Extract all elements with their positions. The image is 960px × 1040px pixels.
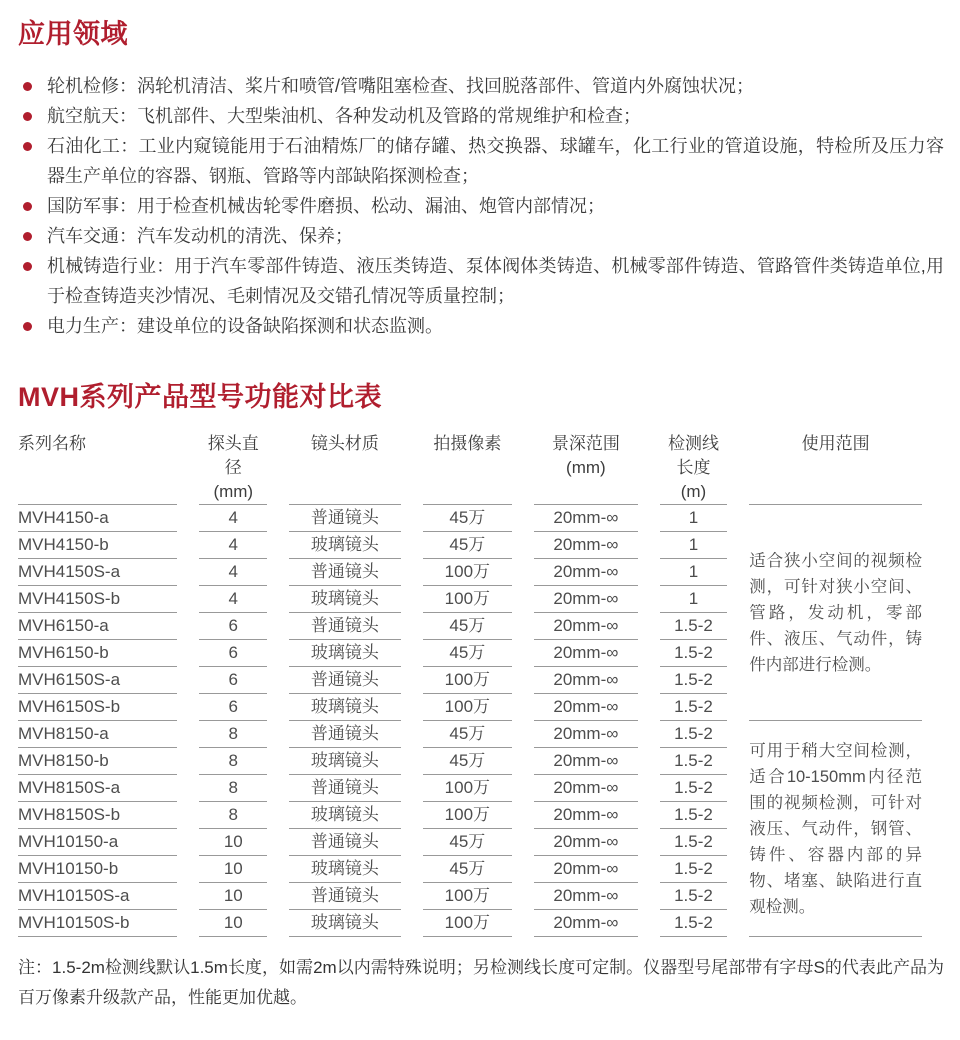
- application-item: [18, 311, 944, 341]
- cell-depth-of-field: 20mm-∞: [534, 505, 638, 532]
- col-header-probe-diameter: 探头直径 (mm): [199, 432, 267, 505]
- application-item: [18, 71, 944, 101]
- cell-lens-material: 玻璃镜头: [289, 694, 401, 721]
- comparison-table-title: MVH系列产品型号功能对比表: [18, 382, 382, 412]
- cell-depth-of-field: 20mm-∞: [534, 748, 638, 775]
- cell-probe-diameter: 4: [199, 586, 267, 613]
- cell-probe-diameter: 6: [199, 613, 267, 640]
- col-header-cable-length: 检测线长度 (m): [660, 432, 728, 505]
- cell-camera-pixels: 45万: [423, 748, 512, 775]
- application-item: [18, 221, 944, 251]
- applications-list: [18, 71, 944, 341]
- cell-probe-diameter: 6: [199, 667, 267, 694]
- cell-probe-diameter: 10: [199, 829, 267, 856]
- application-item: [18, 191, 944, 221]
- cell-series-name: MVH10150-b: [18, 856, 177, 883]
- cell-camera-pixels: 100万: [423, 694, 512, 721]
- cell-depth-of-field: 20mm-∞: [534, 802, 638, 829]
- cell-cable-length: 1.5-2: [660, 883, 728, 910]
- application-item-text: 轮机检修：涡轮机清洁、桨片和喷管/管嘴阻塞检查、找回脱落部件、管道内外腐蚀状况；: [47, 76, 754, 96]
- cell-camera-pixels: 45万: [423, 721, 512, 748]
- cell-camera-pixels: 100万: [423, 910, 512, 937]
- cell-depth-of-field: 20mm-∞: [534, 640, 638, 667]
- application-item: [18, 101, 944, 131]
- cell-usage-range: 可用于稍大空间检测，适合10-150mm内径范围的视频检测，可针对液压、气动件，钢管、铸件、容器内部的异物、堵塞、缺陷进行直观检测。: [749, 721, 922, 937]
- cell-usage-range: 适合狭小空间的视频检测，可针对狭小空间、管路，发动机，零部件、液压、气动件，铸件内部进行检测。: [749, 505, 922, 721]
- cell-depth-of-field: 20mm-∞: [534, 586, 638, 613]
- cell-series-name: MVH6150-a: [18, 613, 177, 640]
- bullet-icon: [23, 232, 32, 241]
- table-row: [18, 721, 922, 748]
- cell-probe-diameter: 10: [199, 910, 267, 937]
- cell-cable-length: 1.5-2: [660, 640, 728, 667]
- cell-depth-of-field: 20mm-∞: [534, 613, 638, 640]
- cell-lens-material: 普通镜头: [289, 829, 401, 856]
- cell-series-name: MVH8150S-a: [18, 775, 177, 802]
- cell-cable-length: 1.5-2: [660, 694, 728, 721]
- bullet-icon: [23, 262, 32, 271]
- cell-lens-material: 玻璃镜头: [289, 586, 401, 613]
- cell-lens-material: 玻璃镜头: [289, 802, 401, 829]
- cell-lens-material: 玻璃镜头: [289, 856, 401, 883]
- application-item-text: 国防军事：用于检查机械齿轮零件磨损、松动、漏油、炮管内部情况；: [47, 196, 605, 216]
- bullet-icon: [23, 142, 32, 151]
- cell-lens-material: 普通镜头: [289, 883, 401, 910]
- cell-cable-length: 1: [660, 532, 728, 559]
- bullet-icon: [23, 112, 32, 121]
- cell-series-name: MVH4150S-a: [18, 559, 177, 586]
- cell-depth-of-field: 20mm-∞: [534, 829, 638, 856]
- cell-cable-length: 1.5-2: [660, 856, 728, 883]
- cell-series-name: MVH4150S-b: [18, 586, 177, 613]
- applications-title: 应用领域: [18, 19, 128, 49]
- cell-series-name: MVH6150S-a: [18, 667, 177, 694]
- cell-probe-diameter: 10: [199, 856, 267, 883]
- application-item-text: 石油化工：工业内窥镜能用于石油精炼厂的储存罐、热交换器、球罐车，化工行业的管道设施，特检所及压力容器生产单位的容器、钢瓶、管路等内部缺陷探测检查；: [47, 136, 944, 186]
- cell-series-name: MVH4150-b: [18, 532, 177, 559]
- cell-lens-material: 普通镜头: [289, 613, 401, 640]
- cell-camera-pixels: 45万: [423, 829, 512, 856]
- cell-series-name: MVH10150S-a: [18, 883, 177, 910]
- table-row: [18, 505, 922, 532]
- product-comparison-table: [0, 432, 944, 937]
- cell-cable-length: 1: [660, 505, 728, 532]
- cell-camera-pixels: 45万: [423, 505, 512, 532]
- col-header-depth-of-field: 景深范围 (mm): [534, 432, 638, 505]
- cell-depth-of-field: 20mm-∞: [534, 883, 638, 910]
- table-header-row: [18, 432, 922, 505]
- cell-lens-material: 玻璃镜头: [289, 532, 401, 559]
- bullet-icon: [23, 202, 32, 211]
- cell-depth-of-field: 20mm-∞: [534, 667, 638, 694]
- bullet-icon: [23, 322, 32, 331]
- cell-cable-length: 1.5-2: [660, 802, 728, 829]
- cell-cable-length: 1.5-2: [660, 748, 728, 775]
- cell-cable-length: 1.5-2: [660, 613, 728, 640]
- cell-series-name: MVH8150-a: [18, 721, 177, 748]
- application-item-text: 航空航天：飞机部件、大型柴油机、各种发动机及管路的常规维护和检查；: [47, 106, 641, 126]
- cell-probe-diameter: 4: [199, 505, 267, 532]
- cell-probe-diameter: 8: [199, 721, 267, 748]
- application-item: [18, 251, 944, 311]
- cell-camera-pixels: 100万: [423, 883, 512, 910]
- application-item-text: 机械铸造行业：用于汽车零部件铸造、液压类铸造、泵体阀体类铸造、机械零部件铸造、管路管件类铸造单位,用于检查铸造夹沙情况、毛刺情况及交错孔情况等质量控制；: [47, 256, 944, 306]
- cell-lens-material: 玻璃镜头: [289, 640, 401, 667]
- cell-camera-pixels: 45万: [423, 640, 512, 667]
- col-header-usage-range: 使用范围: [749, 432, 922, 505]
- cell-depth-of-field: 20mm-∞: [534, 694, 638, 721]
- cell-probe-diameter: 4: [199, 559, 267, 586]
- cell-lens-material: 玻璃镜头: [289, 910, 401, 937]
- cell-lens-material: 普通镜头: [289, 505, 401, 532]
- cell-series-name: MVH10150S-b: [18, 910, 177, 937]
- cell-cable-length: 1: [660, 586, 728, 613]
- cell-series-name: MVH6150S-b: [18, 694, 177, 721]
- cell-series-name: MVH8150S-b: [18, 802, 177, 829]
- cell-probe-diameter: 10: [199, 883, 267, 910]
- cell-camera-pixels: 100万: [423, 559, 512, 586]
- col-header-series-name: 系列名称: [18, 432, 177, 505]
- cell-cable-length: 1.5-2: [660, 721, 728, 748]
- application-item-text: 汽车交通：汽车发动机的清洗、保养；: [47, 226, 353, 246]
- cell-cable-length: 1.5-2: [660, 667, 728, 694]
- cell-camera-pixels: 45万: [423, 532, 512, 559]
- cell-cable-length: 1.5-2: [660, 910, 728, 937]
- cell-depth-of-field: 20mm-∞: [534, 721, 638, 748]
- cell-camera-pixels: 100万: [423, 586, 512, 613]
- cell-probe-diameter: 6: [199, 694, 267, 721]
- cell-cable-length: 1.5-2: [660, 775, 728, 802]
- cell-series-name: MVH10150-a: [18, 829, 177, 856]
- cell-lens-material: 普通镜头: [289, 721, 401, 748]
- application-item: [18, 131, 944, 191]
- cell-camera-pixels: 100万: [423, 802, 512, 829]
- cell-lens-material: 普通镜头: [289, 667, 401, 694]
- col-header-lens-material: 镜头材质: [289, 432, 401, 505]
- cell-lens-material: 普通镜头: [289, 559, 401, 586]
- cell-series-name: MVH6150-b: [18, 640, 177, 667]
- application-item-text: 电力生产：建设单位的设备缺陷探测和状态监测。: [47, 316, 443, 336]
- cell-probe-diameter: 8: [199, 775, 267, 802]
- cell-series-name: MVH8150-b: [18, 748, 177, 775]
- cell-depth-of-field: 20mm-∞: [534, 910, 638, 937]
- cell-cable-length: 1.5-2: [660, 829, 728, 856]
- cell-camera-pixels: 100万: [423, 775, 512, 802]
- cell-probe-diameter: 6: [199, 640, 267, 667]
- cell-lens-material: 玻璃镜头: [289, 748, 401, 775]
- cell-depth-of-field: 20mm-∞: [534, 532, 638, 559]
- cell-depth-of-field: 20mm-∞: [534, 775, 638, 802]
- footnote: 注：1.5-2m检测线默认1.5m长度，如需2m以内需特殊说明；另检测线长度可定制。仪器型号尾部带有字母S的代表此产品为百万像素升级款产品，性能更加优越。: [18, 958, 944, 1007]
- cell-series-name: MVH4150-a: [18, 505, 177, 532]
- col-header-camera-pixels: 拍摄像素: [423, 432, 512, 505]
- cell-cable-length: 1: [660, 559, 728, 586]
- cell-probe-diameter: 8: [199, 802, 267, 829]
- cell-camera-pixels: 45万: [423, 613, 512, 640]
- cell-probe-diameter: 8: [199, 748, 267, 775]
- bullet-icon: [23, 82, 32, 91]
- cell-camera-pixels: 45万: [423, 856, 512, 883]
- cell-probe-diameter: 4: [199, 532, 267, 559]
- cell-depth-of-field: 20mm-∞: [534, 856, 638, 883]
- cell-lens-material: 普通镜头: [289, 775, 401, 802]
- cell-camera-pixels: 100万: [423, 667, 512, 694]
- cell-depth-of-field: 20mm-∞: [534, 559, 638, 586]
